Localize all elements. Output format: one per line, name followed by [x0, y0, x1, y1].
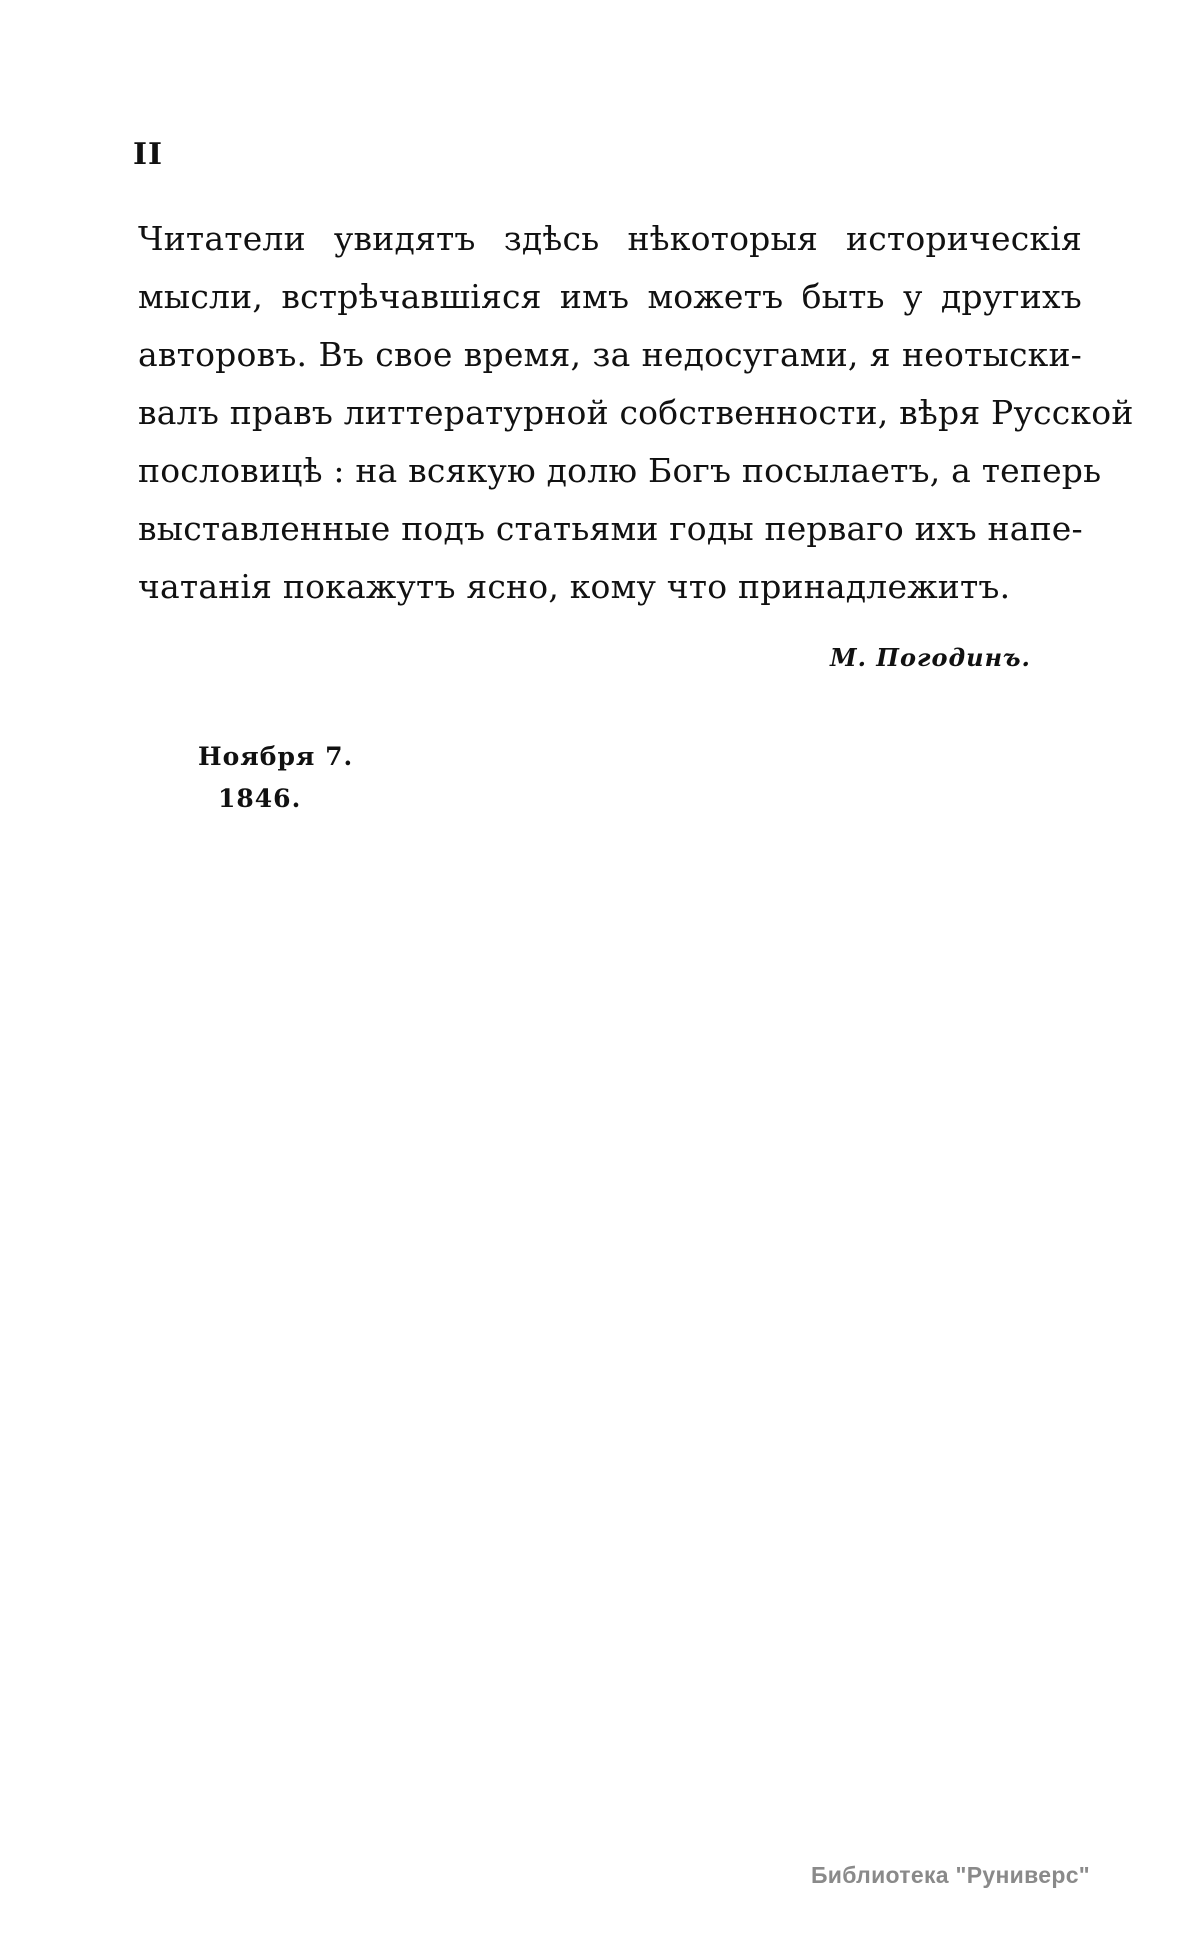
- body-line: валъ правъ литтературной собственности, вѣря Русской: [138, 393, 1134, 432]
- body-line: выставленные подъ статьями годы перваго ихъ напе-: [138, 509, 1083, 548]
- body-paragraph: [138, 210, 1134, 616]
- body-line: Читатели увидятъ здѣсь нѣкоторыя историческія: [138, 219, 1082, 258]
- body-line: авторовъ. Въ свое время, за недосугами, я неотыски-: [138, 335, 1082, 374]
- date-month-day: Ноября 7.: [198, 742, 354, 771]
- body-line: чатанія покажутъ ясно, кому что принадлежитъ.: [138, 567, 1011, 606]
- body-line: пословицѣ : на всякую долю Богъ посылаетъ, а теперь: [138, 451, 1102, 490]
- library-watermark: Библиотека "Руниверс": [810, 1862, 1090, 1888]
- author-signature: М. Погодинъ.: [830, 643, 1031, 672]
- date-block: [198, 736, 353, 820]
- date-year: 1846.: [218, 784, 302, 813]
- body-line: мысли, встрѣчавшіяся имъ можетъ быть у другихъ: [138, 277, 1082, 316]
- page-number: II: [133, 137, 164, 172]
